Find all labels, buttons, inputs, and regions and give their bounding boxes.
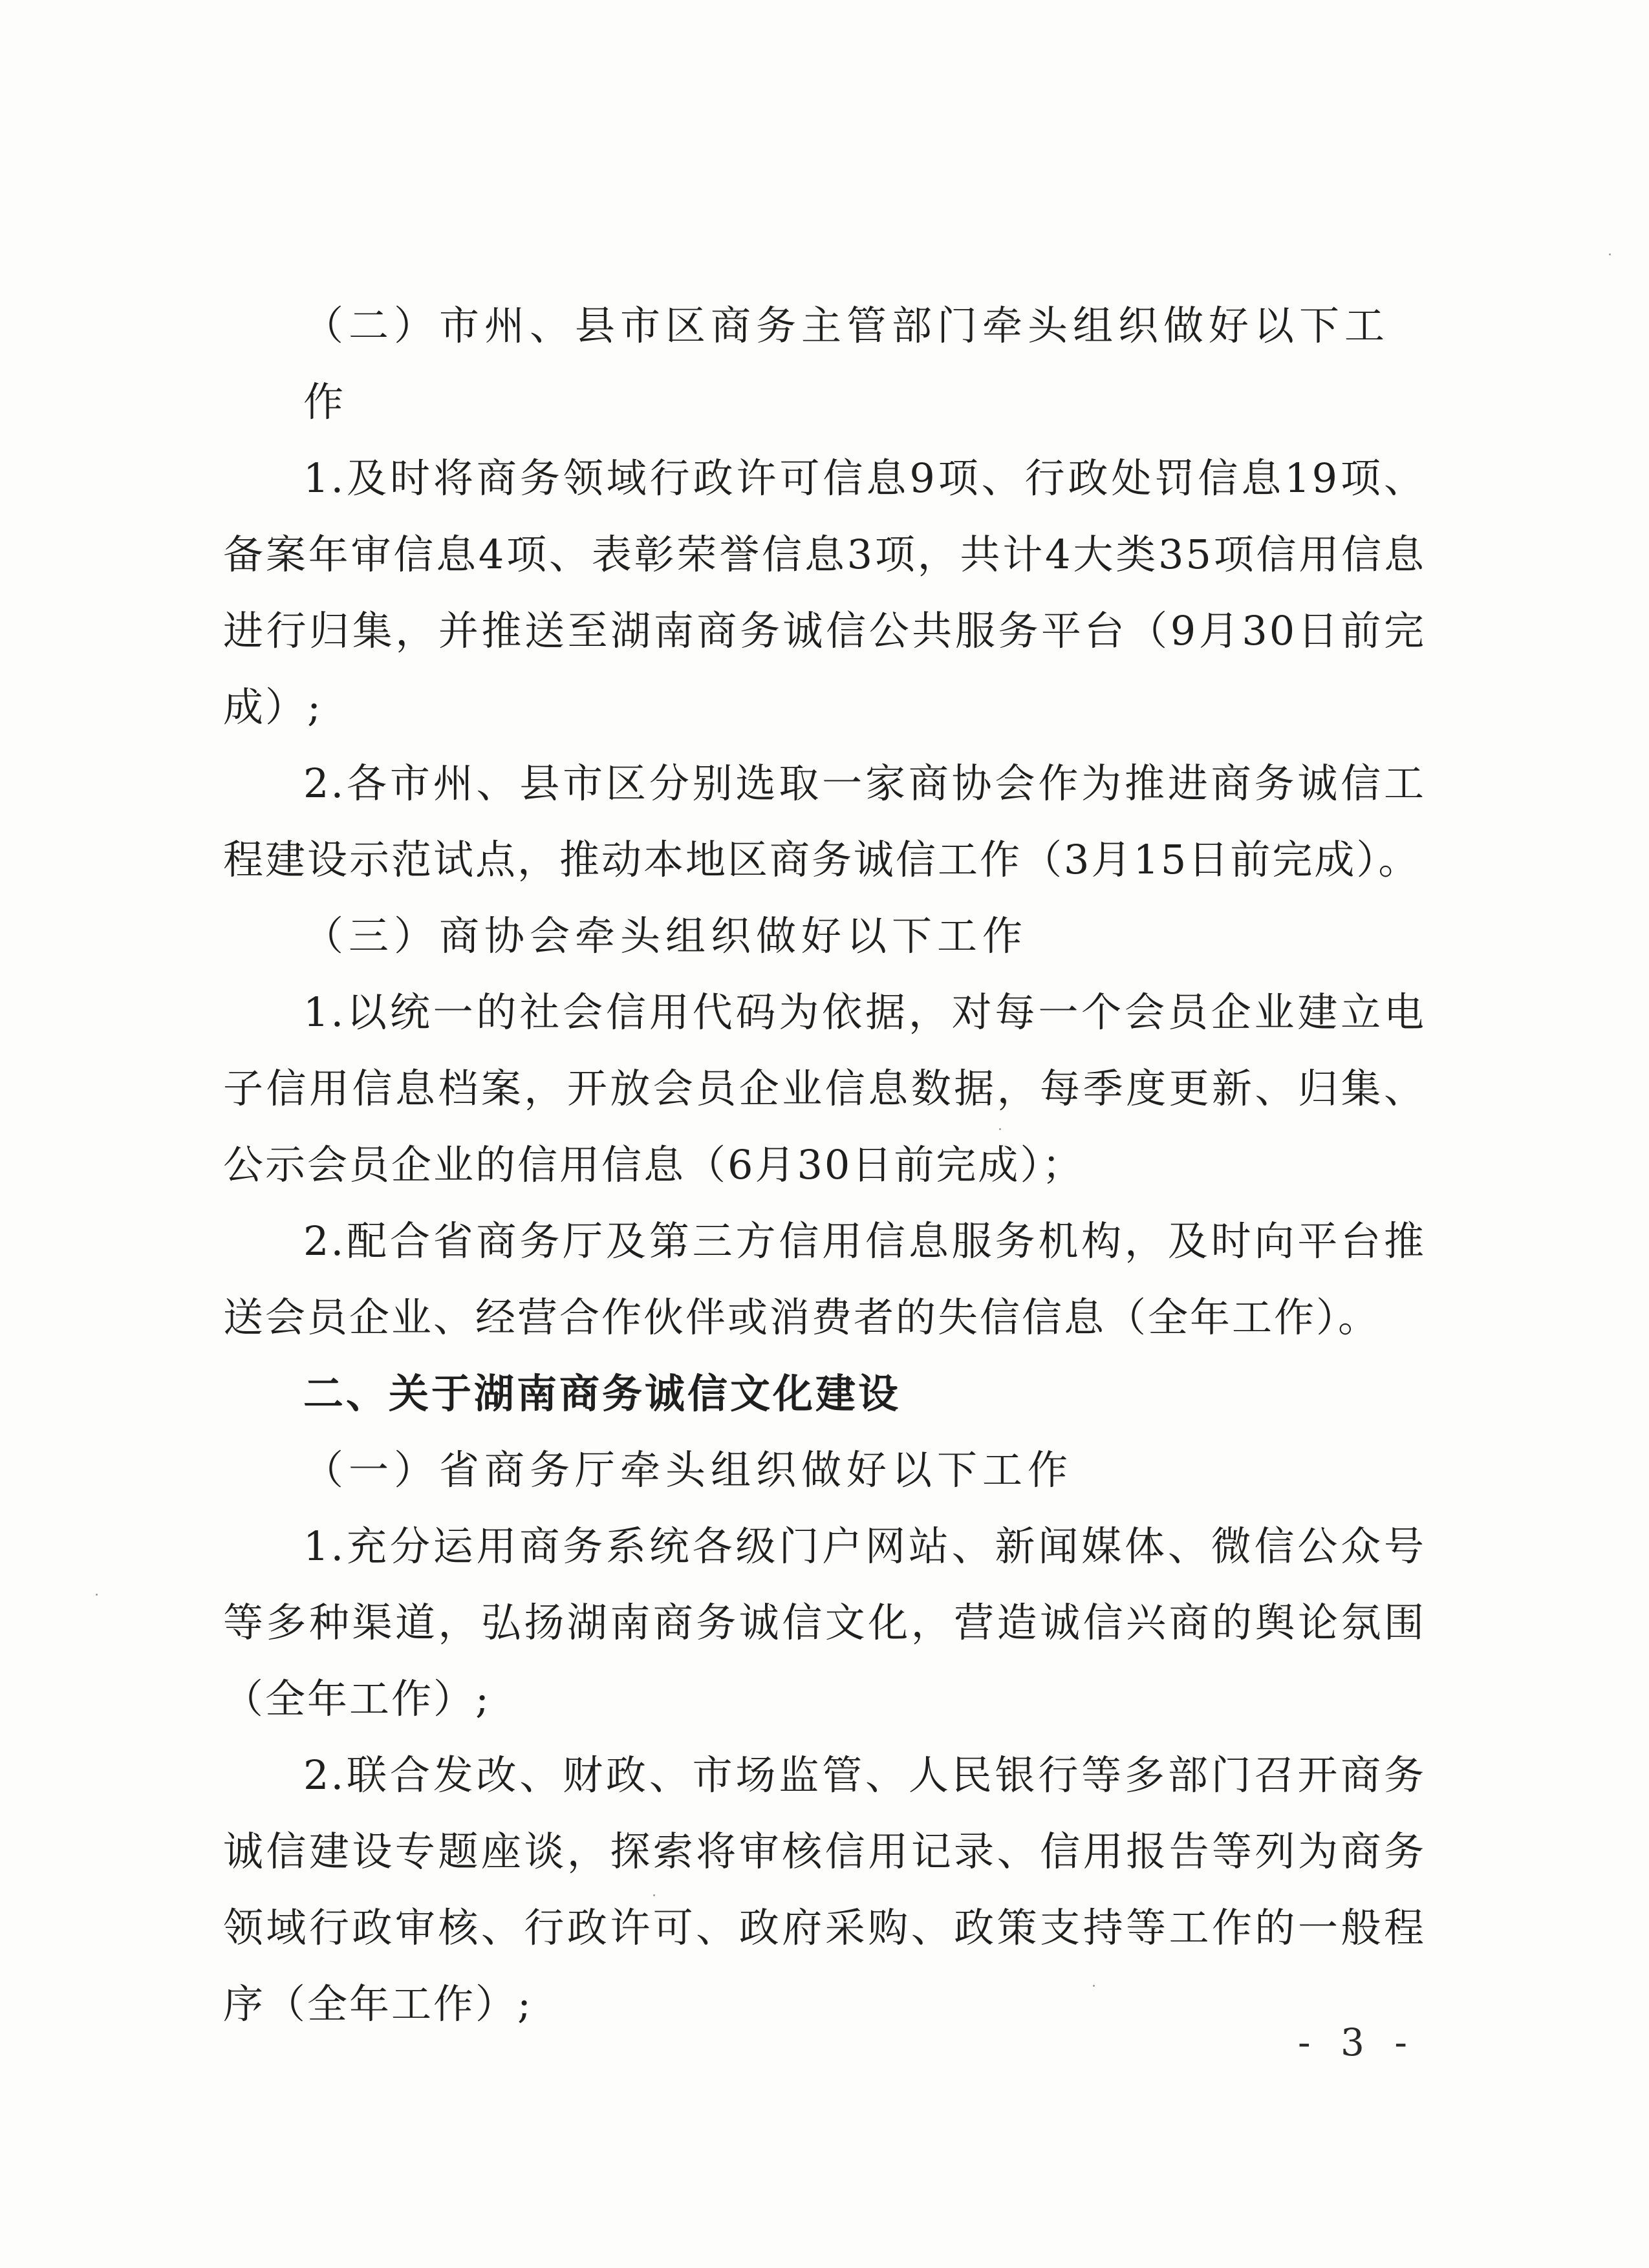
paragraph-joint-symposium: 2.联合发改、财政、市场监管、人民银行等多部门召开商务诚信建设专题座谈，探索将审核信用记录、信用报告等列为商务领域行政审核、行政许可、政府采购、政策支持等工作的一般程序（全年工作）; xyxy=(223,1751,1426,2027)
scan-speck xyxy=(653,1894,655,1896)
scan-speck xyxy=(1093,1985,1095,1987)
section-heading-integrity-culture: 二、关于湖南商务诚信文化建设 xyxy=(303,1370,901,1417)
scan-speck xyxy=(999,1128,1001,1130)
document-body xyxy=(223,288,1426,2042)
subheading-provincial-dept-tasks: （一）省商务厅牵头组织做好以下工作 xyxy=(303,1446,1073,1493)
subheading-municipal-tasks: （二）市州、县市区商务主管部门牵头组织做好以下工作 xyxy=(303,302,1390,425)
page-number: - 3 - xyxy=(1298,2020,1416,2064)
scan-speck xyxy=(1609,253,1611,255)
paragraph-member-credit-files: 1.以统一的社会信用代码为依据，对每一个会员企业建立电子信用信息档案，开放会员企业信息数据，每季度更新、归集、公示会员企业的信用信息（6月30日前完成）； xyxy=(223,989,1426,1188)
paragraph-media-promotion: 1.充分运用商务系统各级门户网站、新闻媒体、微信公众号等多种渠道，弘扬湖南商务诚信文化，营造诚信兴商的舆论氛围（全年工作）; xyxy=(223,1523,1426,1722)
scan-speck xyxy=(96,1594,98,1596)
paragraph-credit-info-collection: 1.及时将商务领域行政许可信息9项、行政处罚信息19项、备案年审信息4项、表彰荣誉信息3项，共计4大类35项信用信息进行归集，并推送至湖南商务诚信公共服务平台（9月30日前完成）; xyxy=(223,455,1426,731)
paragraph-dishonesty-info-push: 2.配合省商务厅及第三方信用信息服务机构，及时向平台推送会员企业、经营合作伙伴或消费者的失信信息（全年工作）。 xyxy=(223,1217,1426,1341)
subheading-association-tasks: （三）商协会牵头组织做好以下工作 xyxy=(303,912,1028,959)
paragraph-demonstration-pilot: 2.各市州、县市区分别选取一家商协会作为推进商务诚信工程建设示范试点，推动本地区商务诚信工作（3月15日前完成）。 xyxy=(223,760,1426,883)
